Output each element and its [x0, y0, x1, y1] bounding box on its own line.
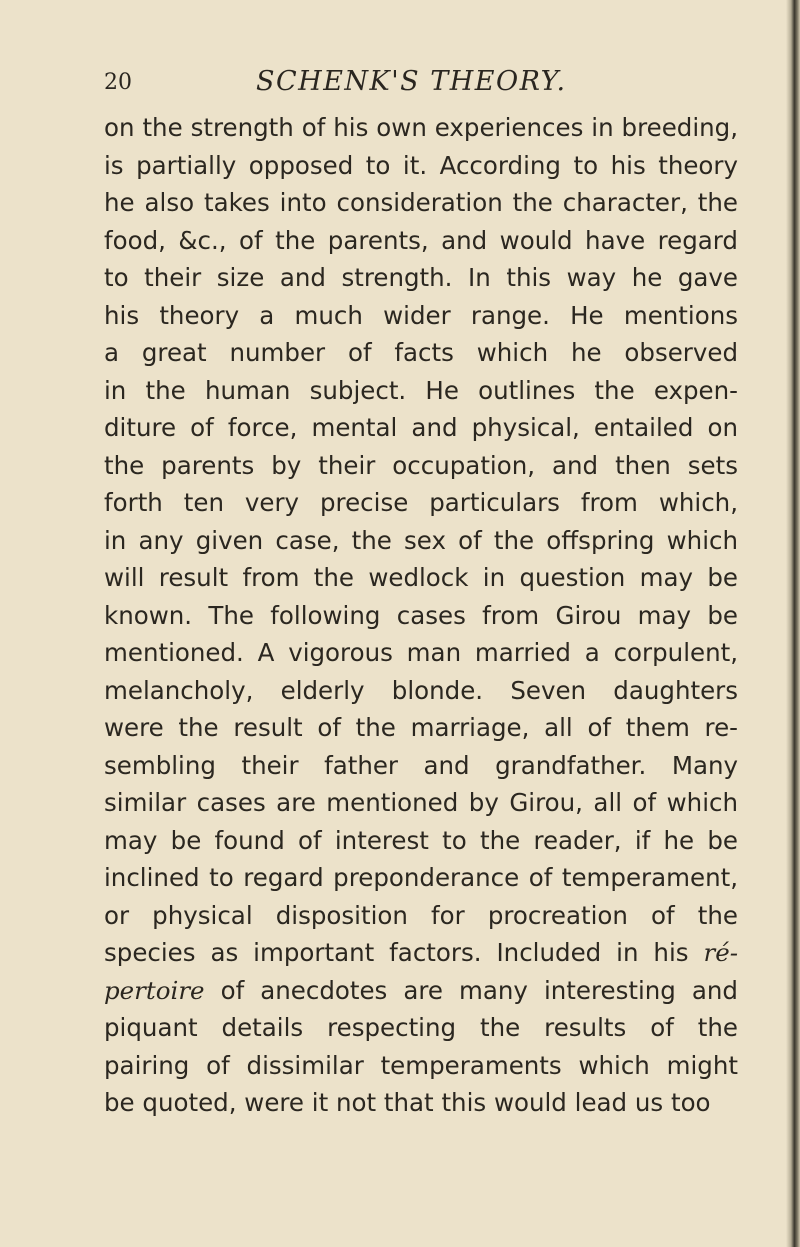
- text-line: diture of force, mental and physical, entailed on: [104, 413, 738, 442]
- text-line: on the strength of his own experiences in breeding,: [104, 113, 738, 142]
- text-line: sembling their father and grandfather. Many: [104, 750, 738, 780]
- italic-word: pertoire: [104, 975, 205, 1005]
- text-line: were the result of the marriage, all of them re-: [104, 713, 738, 742]
- text-line: may be found of interest to the reader, if he be: [104, 825, 738, 855]
- text-line: the parents by their occupation, and then sets: [104, 450, 738, 480]
- text-line: or physical disposition for procreation of the: [104, 900, 738, 930]
- text-line: in the human subject. He outlines the expen-: [104, 375, 738, 405]
- text-line: his theory a much wider range. He mentions: [104, 300, 738, 330]
- text-line: to their size and strength. In this way he gave: [104, 263, 738, 292]
- running-head: SCHENK'S THEORY.: [256, 66, 567, 97]
- text-line: he also takes into consideration the character, the: [104, 188, 738, 217]
- text-line: be quoted, were it not that this would lead us too: [104, 1088, 711, 1117]
- page-number: 20: [104, 70, 132, 95]
- text-line: piquant details respecting the results of the: [104, 1013, 738, 1042]
- text-line: in any given case, the sex of the offspring which: [104, 525, 738, 555]
- text-line: is partially opposed to it. According to his theory: [104, 150, 738, 180]
- text-line: similar cases are mentioned by Girou, all of which: [104, 788, 738, 817]
- italic-word: ré-: [703, 938, 738, 967]
- page-edge-shadow: [786, 0, 800, 1247]
- body-text: [104, 109, 738, 1122]
- text-line: will result from the wedlock in question may be: [104, 563, 738, 592]
- text-line: mentioned. A vigorous man married a corpulent,: [104, 638, 738, 667]
- page-header: [0, 66, 780, 106]
- text-line-with-italic: [104, 972, 738, 1010]
- text-segment: species as important factors. Included in his: [104, 938, 689, 967]
- text-line: forth ten very precise particulars from which,: [104, 488, 738, 517]
- text-line: inclined to regard preponderance of temperament,: [104, 863, 738, 892]
- text-line: food, &c., of the parents, and would have regard: [104, 225, 738, 255]
- text-segment: of anecdotes are many interesting and: [204, 975, 738, 1005]
- text-line: a great number of facts which he observed: [104, 338, 738, 367]
- text-line: pairing of dissimilar temperaments which might: [104, 1050, 738, 1080]
- text-line: known. The following cases from Girou may be: [104, 600, 738, 630]
- text-line: melancholy, elderly blonde. Seven daughters: [104, 675, 738, 705]
- text-line-with-italic: [104, 934, 738, 972]
